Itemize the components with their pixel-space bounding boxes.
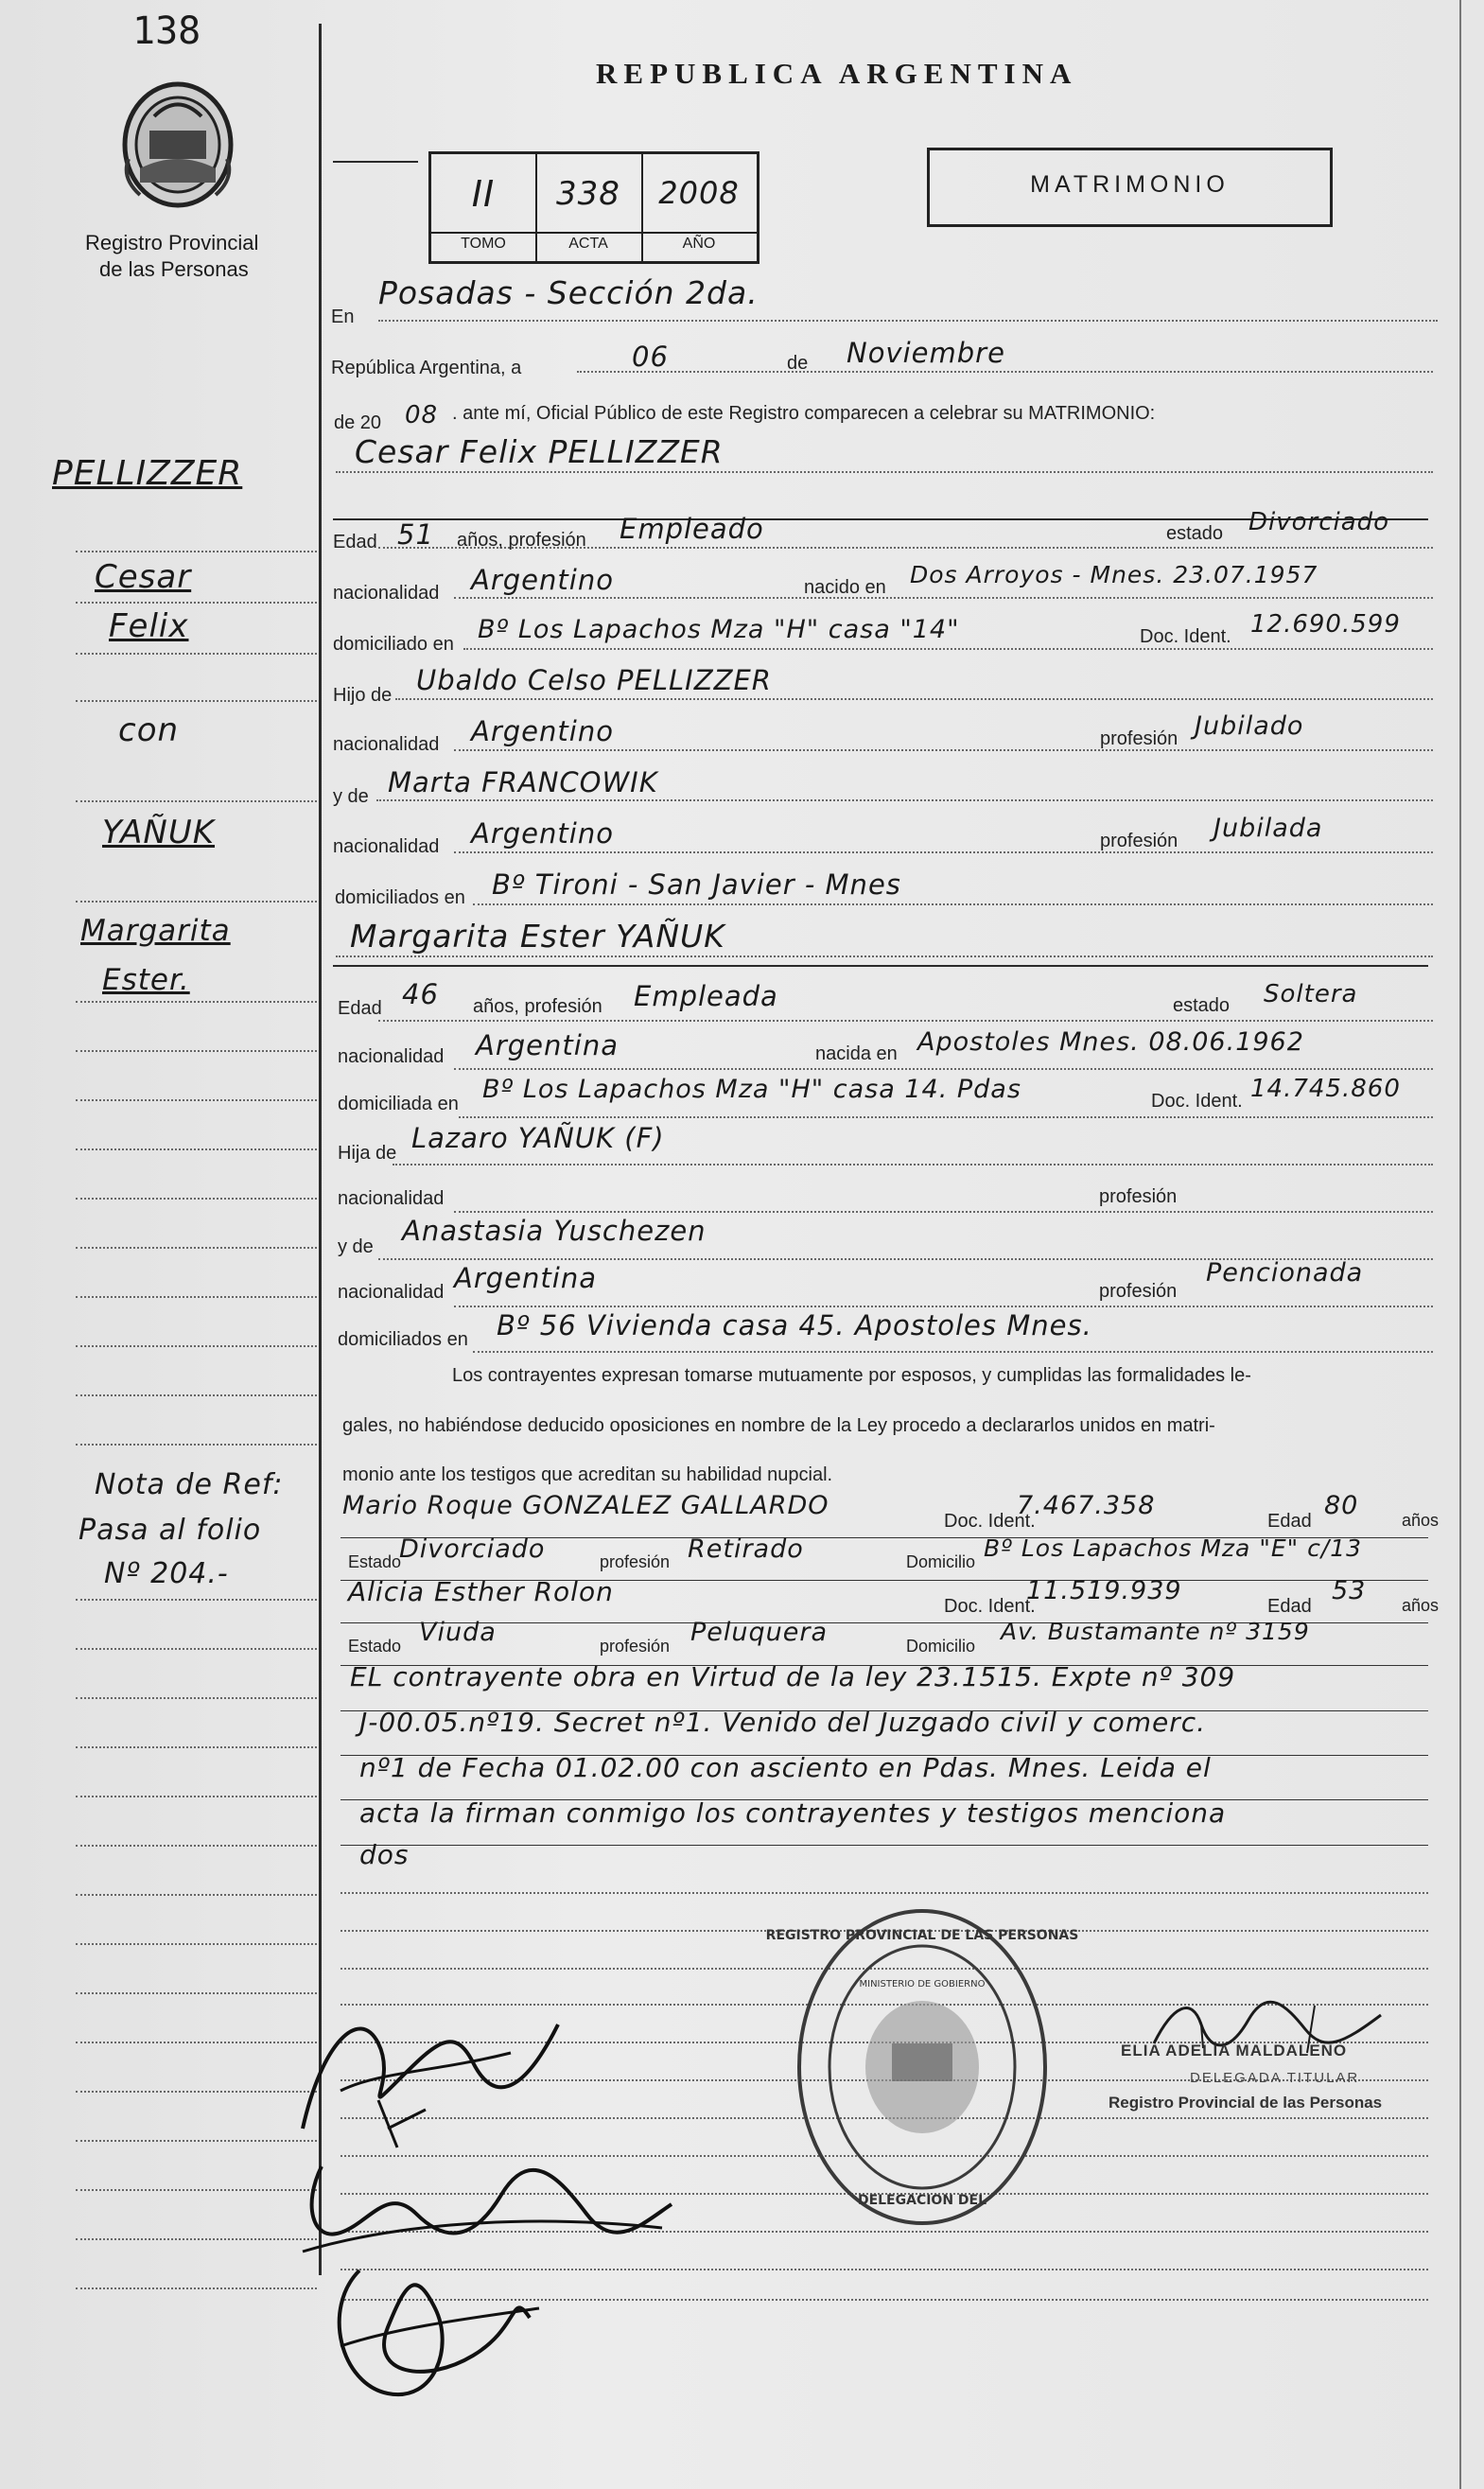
label-domicilio: Domicilio (906, 1637, 976, 1656)
tomo-value: II (471, 173, 496, 215)
line-guide (454, 1306, 1433, 1307)
bride-nationality: Argentina (476, 1029, 619, 1061)
margin-line (76, 1599, 317, 1601)
label-estado: estado (1173, 995, 1231, 1016)
seal-text-top: REGISTRO PROVINCIAL DE LAS PERSONAS (765, 1928, 1079, 1943)
line-guide (459, 1116, 1433, 1118)
line-guide (393, 1164, 1433, 1166)
line-guide (340, 1892, 1428, 1894)
bride-father: Lazaro YAÑUK (F) (411, 1122, 665, 1154)
label-estado: Estado (348, 1552, 402, 1571)
label-doc-ident: Doc. Ident. (1151, 1091, 1243, 1112)
bride-mother: Anastasia Yuschezen (402, 1215, 707, 1247)
label-nacionalidad: nacionalidad (338, 1188, 445, 1209)
line-guide (395, 698, 1433, 700)
document-type: MATRIMONIO (1030, 171, 1230, 198)
bride-address: Bº Los Lapachos Mza "H" casa 14. Pdas (482, 1075, 1021, 1104)
registry-name-line1: Registro Provincial (85, 231, 259, 254)
line-guide (336, 955, 1433, 957)
label-anios: años (1402, 1596, 1440, 1615)
witness2-profession: Peluquera (690, 1618, 829, 1647)
label-profesion: profesión (1100, 831, 1178, 851)
bride-birthplace: Apostoles Mnes. 08.06.1962 (917, 1027, 1304, 1057)
label-nacida-en: nacida en (815, 1043, 898, 1064)
tomo-label: TOMO (461, 236, 506, 252)
note-line4: acta la firman conmigo los contrayentes y testigos menciona (359, 1797, 1227, 1829)
label-estado: estado (1166, 523, 1224, 544)
label-edad: Edad (1267, 1596, 1312, 1617)
margin-ref-note1: Nota de Ref: (95, 1468, 284, 1501)
bride-profession: Empleada (634, 980, 778, 1012)
margin-line (76, 1894, 317, 1896)
line-guide (376, 799, 1433, 801)
groom-birthplace: Dos Arroyos - Mnes. 23.07.1957 (910, 561, 1318, 588)
label-nacionalidad: nacionalidad (338, 1282, 445, 1303)
bride-doc: 14.745.860 (1250, 1075, 1401, 1103)
margin-groom-surname: PELLIZZER (52, 454, 243, 493)
margin-line (76, 2189, 317, 2191)
line-guide (454, 597, 1433, 599)
bride-parents-address: Bº 56 Vivienda casa 45. Apostoles Mnes. (497, 1309, 1092, 1341)
bride-mother-nationality: Argentina (454, 1262, 597, 1294)
margin-line (76, 1198, 317, 1200)
anio-label: AÑO (682, 236, 716, 252)
label-domiciliada-en: domiciliada en (338, 1094, 459, 1114)
label-domicilio: Domicilio (906, 1552, 976, 1571)
witness2-doc: 11.519.939 (1026, 1576, 1182, 1605)
note-line1: EL contrayente obra en Virtud de la ley 23.1515. Expte nº 309 (350, 1661, 1236, 1692)
reference-box (428, 151, 759, 264)
label-profesion: profesión (1099, 1186, 1178, 1207)
groom-mother-profession: Jubilada (1213, 814, 1323, 843)
groom-address: Bº Los Lapachos Mza "H" casa "14" (478, 615, 960, 644)
statement-line2: gales, no habiéndose deducido oposiciones en nombre de la Ley procedo a declararlos unidos en matri- (342, 1415, 1215, 1436)
line-guide (473, 1351, 1433, 1353)
acta-label: ACTA (568, 236, 608, 252)
statement-line1: Los contrayentes expresan tomarse mutuamente por esposos, y cumplidas las formalidades le- (452, 1365, 1251, 1386)
margin-line (76, 2140, 317, 2142)
margin-line (76, 2091, 317, 2093)
witness2-name: Alicia Esther Rolon (348, 1576, 614, 1607)
witness1-age: 80 (1324, 1491, 1359, 1520)
margin-bride-middle: Ester. (102, 963, 190, 997)
margin-line (76, 1394, 317, 1396)
label-profesion: profesión (600, 1552, 671, 1571)
witness1-civil-status: Divorciado (399, 1534, 546, 1564)
margin-line (76, 1943, 317, 1945)
label-profesion: profesión (600, 1637, 671, 1656)
province-coat-of-arms-icon (112, 74, 244, 211)
margin-line (76, 1345, 317, 1347)
line-guide (336, 471, 1433, 473)
margin-line (76, 602, 317, 604)
margin-line (76, 2042, 317, 2043)
label-de-20: de 20 (334, 412, 382, 433)
margin-divider (319, 24, 322, 2275)
registry-seal-icon (765, 1902, 1079, 2233)
label-doc-ident: Doc. Ident. (944, 1596, 1036, 1617)
margin-line (76, 1796, 317, 1797)
label-republica: República Argentina, a (331, 358, 522, 378)
official-title: DELEGADA TITULAR (1190, 2070, 1360, 2086)
witness-signature-icon (312, 2252, 558, 2412)
line-guide (454, 851, 1433, 853)
margin-line (76, 1746, 317, 1748)
groom-parents-address: Bº Tironi - San Javier - Mnes (492, 868, 901, 901)
label-en: En (331, 307, 355, 327)
year-value: 08 (405, 401, 439, 429)
margin-line (76, 700, 317, 702)
label-anios-profesion: años, profesión (457, 530, 586, 551)
label-de-mes: de (787, 353, 809, 374)
margin-line (76, 800, 317, 802)
bride-mother-profession: Pencionada (1206, 1258, 1364, 1288)
label-anios: años (1402, 1511, 1440, 1530)
line-guide (454, 1068, 1433, 1070)
witness1-profession: Retirado (688, 1534, 804, 1564)
label-nacionalidad: nacionalidad (333, 836, 440, 857)
margin-line (76, 1247, 317, 1249)
top-short-rule (333, 161, 418, 163)
label-doc-ident: Doc. Ident. (1140, 626, 1231, 647)
bride-civil-status: Soltera (1264, 980, 1358, 1008)
margin-ref-note2: Pasa al folio (79, 1514, 262, 1547)
label-nacido-en: nacido en (804, 577, 886, 598)
label-y-de: y de (333, 786, 369, 807)
label-edad: Edad (338, 998, 382, 1019)
line-guide (577, 371, 1433, 373)
bride-age: 46 (402, 978, 439, 1010)
label-domiciliados-en: domiciliados en (335, 887, 465, 908)
witness2-address: Av. Bustamante nº 3159 (1001, 1618, 1310, 1645)
month-value: Noviembre (847, 337, 1005, 369)
margin-line (76, 2238, 317, 2240)
groom-name: Cesar Felix PELLIZZER (355, 433, 724, 470)
label-edad: Edad (1267, 1511, 1312, 1532)
margin-line (76, 901, 317, 903)
margin-bride-surname: YAÑUK (102, 814, 216, 851)
margin-line (76, 653, 317, 655)
witness1-name: Mario Roque GONZALEZ GALLARDO (342, 1491, 829, 1520)
witness1-address: Bº Los Lapachos Mza "E" c/13 (984, 1534, 1363, 1562)
day-value: 06 (632, 341, 669, 373)
groom-mother-nationality: Argentino (471, 817, 614, 850)
seal-text-inner: MINISTERIO DE GOBIERNO (859, 1979, 986, 1989)
label-profesion: profesión (1099, 1281, 1178, 1302)
label-oficial: . ante mí, Oficial Público de este Registro comparecen a celebrar su MATRIMONIO: (452, 403, 1156, 424)
margin-con: con (118, 711, 180, 749)
margin-line (76, 1697, 317, 1699)
label-hija-de: Hija de (338, 1143, 397, 1164)
anio-value: 2008 (658, 175, 740, 211)
line-guide (378, 1020, 1433, 1022)
registry-name-line2: de las Personas (99, 257, 249, 281)
margin-ref-note3: Nº 204.- (104, 1557, 229, 1590)
margin-line (76, 1050, 317, 1052)
groom-signature-icon (284, 1987, 567, 2157)
label-anios-profesion: años, profesión (473, 996, 602, 1017)
label-domiciliados-en: domiciliados en (338, 1329, 468, 1350)
note-line3: nº1 de Fecha 01.02.00 con asciento en Pdas. Mnes. Leida el (359, 1752, 1212, 1783)
groom-profession: Empleado (620, 513, 764, 545)
groom-civil-status: Divorciado (1248, 508, 1390, 536)
bride-signature-icon (284, 2147, 681, 2261)
label-doc-ident: Doc. Ident. (944, 1511, 1036, 1532)
groom-age: 51 (397, 518, 434, 551)
note-line5: dos (359, 1839, 410, 1870)
groom-mother: Marta FRANCOWIK (388, 766, 658, 798)
witness2-civil-status: Viuda (419, 1618, 497, 1647)
official-name: ELIA ADELIA MALDALENO (1121, 2042, 1348, 2060)
country-title: REPUBLICA ARGENTINA (596, 57, 1078, 90)
margin-line (76, 1992, 317, 1994)
margin-bride-first: Margarita (80, 914, 231, 948)
official-office: Registro Provincial de las Personas (1109, 2094, 1383, 2112)
margin-line (76, 1845, 317, 1847)
label-domiciliado-en: domiciliado en (333, 634, 454, 655)
witness2-age: 53 (1332, 1576, 1367, 1605)
label-nacionalidad: nacionalidad (338, 1046, 445, 1067)
statement-line3: monio ante los testigos que acreditan su habilidad nupcial. (342, 1464, 833, 1485)
margin-line (76, 551, 317, 552)
note-line2: J-00.05.nº19. Secret nº1. Venido del Juzgado civil y comerc. (359, 1707, 1207, 1738)
label-edad: Edad (333, 532, 377, 552)
document-type-box (927, 148, 1333, 227)
groom-doc: 12.690.599 (1250, 610, 1401, 639)
margin-line (76, 1648, 317, 1650)
margin-line (76, 2287, 317, 2289)
bride-name: Margarita Ester YAÑUK (350, 918, 725, 955)
label-profesion: profesión (1100, 728, 1178, 749)
groom-father: Ubaldo Celso PELLIZZER (416, 664, 772, 696)
ruled-line (340, 1845, 1428, 1846)
margin-line (76, 1001, 317, 1003)
margin-groom-first: Cesar (95, 558, 192, 596)
label-hijo-de: Hijo de (333, 685, 393, 706)
label-nacionalidad: nacionalidad (333, 583, 440, 604)
page-number: 138 (132, 9, 201, 53)
margin-groom-middle: Felix (109, 607, 189, 645)
line-guide (378, 320, 1438, 322)
right-border (1459, 0, 1461, 2489)
label-nacionalidad: nacionalidad (333, 734, 440, 755)
witness1-doc: 7.467.358 (1017, 1491, 1156, 1520)
margin-line (76, 1099, 317, 1101)
margin-line (76, 1444, 317, 1446)
line-guide (463, 648, 1433, 650)
groom-father-profession: Jubilado (1195, 711, 1304, 741)
margin-line (76, 1148, 317, 1150)
margin-line (76, 1296, 317, 1298)
bride-section-rule (333, 965, 1428, 967)
label-estado: Estado (348, 1637, 402, 1656)
line-guide (473, 903, 1433, 905)
seal-text-bottom: DELEGACION DEL (857, 2193, 987, 2208)
place-value: Posadas - Sección 2da. (378, 274, 759, 311)
groom-nationality: Argentino (471, 564, 614, 596)
line-guide (454, 749, 1433, 751)
label-y-de: y de (338, 1236, 374, 1257)
groom-father-nationality: Argentino (471, 715, 614, 747)
acta-value: 338 (556, 175, 620, 213)
line-guide (454, 1211, 1433, 1213)
